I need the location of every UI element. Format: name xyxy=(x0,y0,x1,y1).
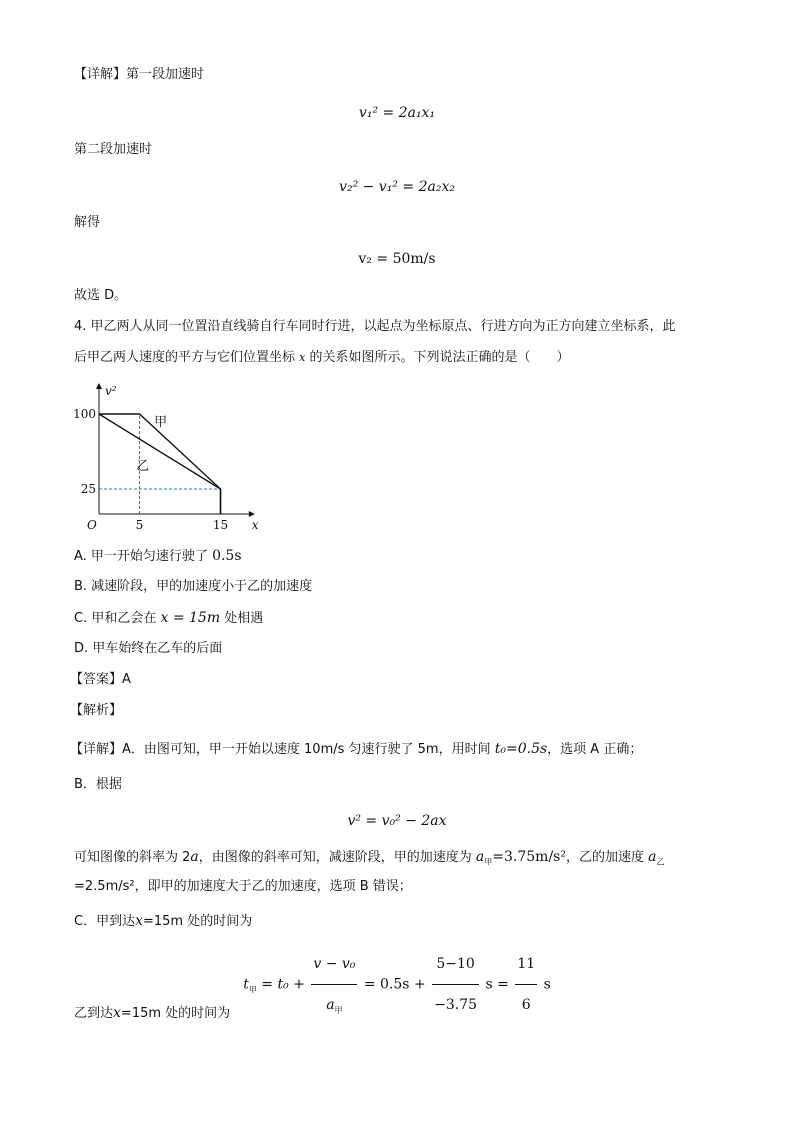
question-line-1: 4. 甲乙两人从同一位置沿直线骑自行车同时行进，以起点为坐标原点、行进方向为正方向建立坐标系，此 xyxy=(74,319,676,334)
x-tick-label-15: 15 xyxy=(212,518,229,532)
detail-a-t0: t₀=0.5s xyxy=(494,741,548,757)
question-line-2b: 的关系如图所示。下列说法正确的是（ ） xyxy=(309,350,570,365)
detail-a-text2: ，选项 A 正确； xyxy=(547,742,643,757)
detail-label: 【详解】 xyxy=(74,67,127,82)
detail-b-equation: v² = v₀² − 2ax xyxy=(347,813,447,829)
question-var-x: x xyxy=(299,351,306,364)
detail-a-line xyxy=(70,740,642,759)
detail-b-sub-jia: 甲 xyxy=(484,857,493,867)
detail-c-head xyxy=(74,912,252,931)
question-line-2a: 后甲乙两人速度的平方与它们位置坐标 xyxy=(74,350,296,365)
y-tick-label-25: 25 xyxy=(80,482,96,496)
c-frac-3-den: 6 xyxy=(521,997,531,1013)
origin-label: O xyxy=(87,518,97,532)
option-c xyxy=(74,609,263,628)
yi-b: =15m 处的时间为 xyxy=(120,1006,231,1021)
solve-text: 解得 xyxy=(74,215,101,230)
c-eq-mid3: s = xyxy=(485,976,514,993)
detail-b-a-yi: a xyxy=(648,849,657,865)
x-axis-arrow xyxy=(249,511,255,517)
detail-b-line-1 xyxy=(74,848,665,867)
c-eq-mid: = t₀ + xyxy=(256,976,310,993)
detail-b-val-jia: =3.75m/s² xyxy=(492,849,566,865)
option-b: B. 减速阶段，甲的加速度小于乙的加速度 xyxy=(74,579,313,594)
y-tick-label-100: 100 xyxy=(73,407,96,421)
series-label-yi: 乙 xyxy=(136,459,150,474)
c-frac-1-den-wrap xyxy=(311,985,357,1024)
second-segment-text: 第二段加速时 xyxy=(74,142,153,157)
c-t-sub: 甲 xyxy=(248,985,257,995)
option-c-math: x = 15m xyxy=(160,610,221,626)
answer-line xyxy=(70,671,131,689)
c-eq-end: s xyxy=(543,976,551,993)
detail-b-head: B．根据 xyxy=(74,777,122,792)
x-tick-label-5: 5 xyxy=(135,518,144,532)
answer-value: A xyxy=(122,672,131,687)
c-frac-1-num: v − v₀ xyxy=(311,945,357,985)
c-frac-2-num: 5−10 xyxy=(432,945,479,985)
detail-b-a: a xyxy=(190,849,199,865)
c-t-jia: t xyxy=(243,976,249,993)
analysis-label: 【解析】 xyxy=(70,703,123,718)
detail-c-head-a: C．甲到达 xyxy=(74,914,136,929)
first-segment-text: 第一段加速时 xyxy=(126,67,205,82)
c-frac-3-num: 11 xyxy=(515,945,537,985)
detail-b-sub-yi: 乙 xyxy=(656,857,665,867)
c-frac-2 xyxy=(432,945,479,1024)
yi-line xyxy=(74,1004,230,1023)
x-axis-label: x xyxy=(251,518,259,532)
conclusion-text: 故选 D。 xyxy=(74,288,128,303)
yi-x: x xyxy=(113,1005,121,1021)
option-a-value: 0.5s xyxy=(212,548,242,564)
c-frac-2-den: −3.75 xyxy=(434,997,478,1013)
option-d: D. 甲车始终在乙车的后面 xyxy=(74,641,223,656)
equation-3: v₂ = 50m/s xyxy=(358,251,436,267)
question-line-2 xyxy=(74,349,570,367)
option-a xyxy=(74,547,242,566)
c-frac-1 xyxy=(311,945,357,1024)
detail-c-head-b: =15m 处的时间为 xyxy=(142,914,253,929)
option-a-text: A. 甲一开始匀速行驶了 xyxy=(74,549,208,564)
equation-2: v₂² − v₁² = 2a₂x₂ xyxy=(339,179,455,195)
c-frac-1-den-sub: 甲 xyxy=(334,1005,343,1015)
c-eq-mid2: = 0.5s + xyxy=(363,976,431,993)
detail-b-text1a: 可知图像的斜率为 2 xyxy=(74,850,191,865)
series-label-jia: 甲 xyxy=(154,415,168,430)
c-frac-1-den: a xyxy=(326,997,335,1013)
c-frac-3 xyxy=(515,945,537,1024)
detail-heading-line xyxy=(74,66,204,84)
detail-b-text1c: ，乙的加速度 xyxy=(565,850,644,865)
yi-a: 乙到达 xyxy=(74,1006,114,1021)
y-axis-arrow xyxy=(96,383,102,389)
option-c-prefix: C. 甲和乙会在 xyxy=(74,611,157,626)
detail-b-text1b: ，由图像的斜率可知，减速阶段，甲的加速度为 xyxy=(198,850,472,865)
detail-b-line-2: =2.5m/s²，即甲的加速度大于乙的加速度，选项 B 错误； xyxy=(74,879,412,894)
detail-c-head-x: x xyxy=(135,913,143,929)
answer-label: 【答案】 xyxy=(70,672,123,687)
detail-b-a-jia: a xyxy=(475,849,485,865)
equation-1: v₁² = 2a₁x₁ xyxy=(358,105,436,121)
v2-x-chart xyxy=(70,378,285,533)
detail-a-text1: A．由图可知，甲一开始以速度 10m/s 匀速行驶了 5m，用时间 xyxy=(122,742,491,757)
option-c-suffix: 处相遇 xyxy=(224,611,264,626)
detail-a-label: 【详解】 xyxy=(70,742,123,757)
y-axis-label: v² xyxy=(105,384,117,398)
